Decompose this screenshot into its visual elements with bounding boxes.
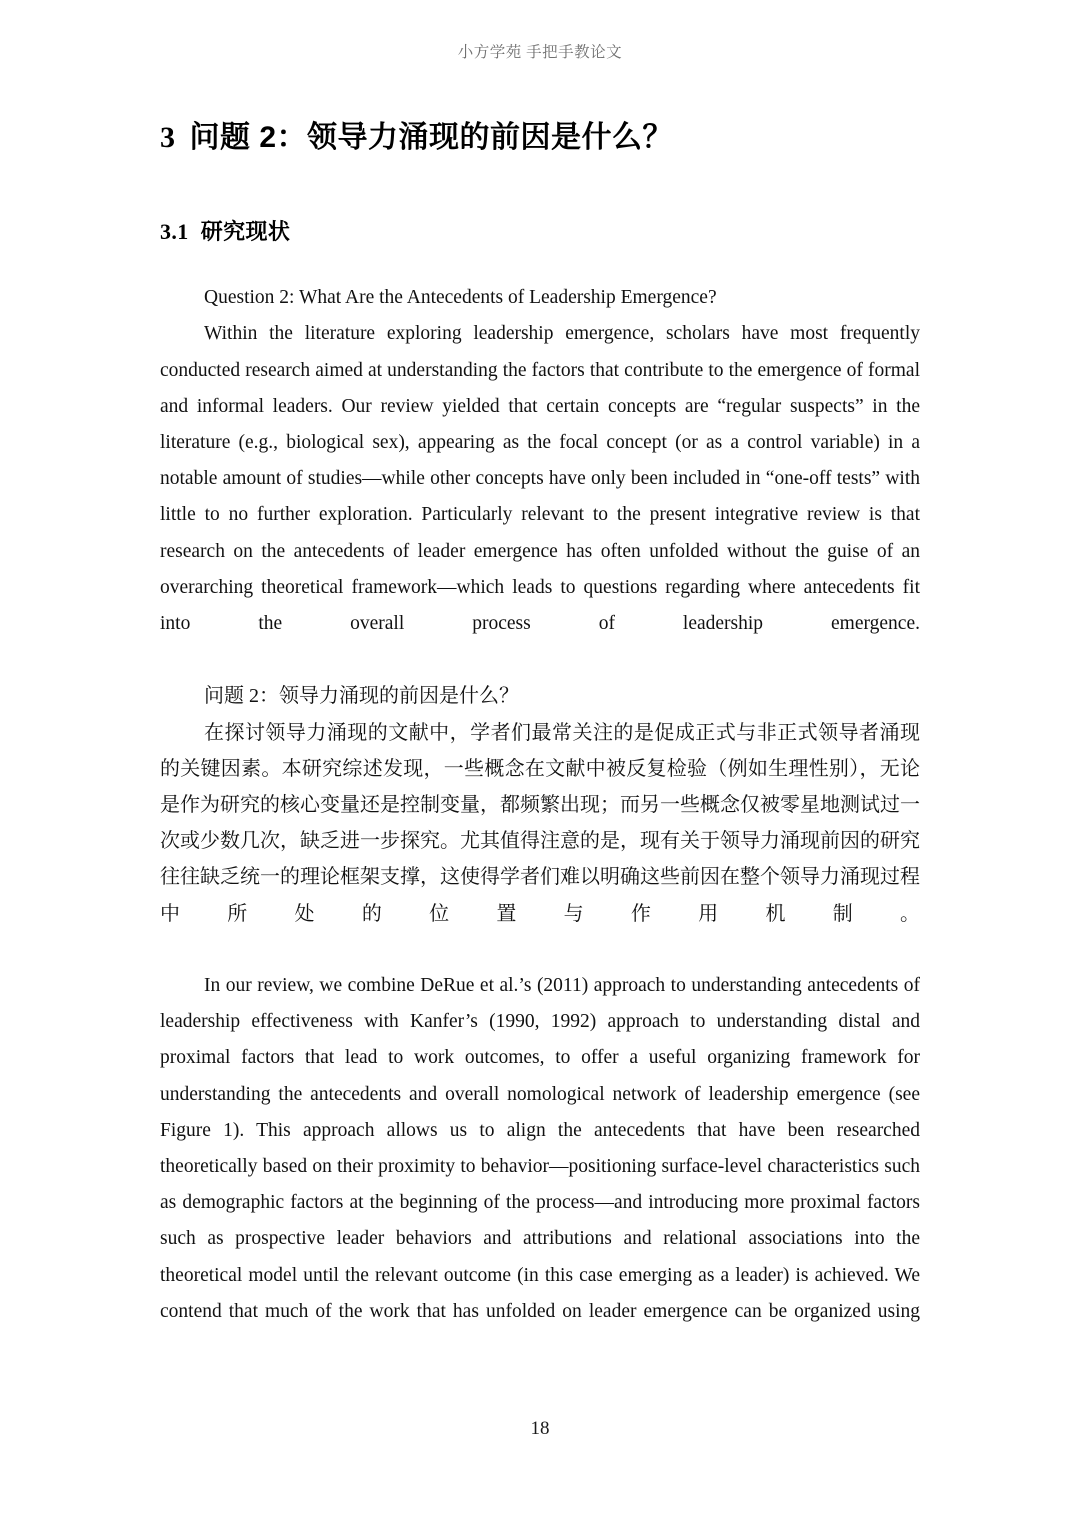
running-header: 小方学苑 手把手教论文 <box>457 44 623 61</box>
paragraph-body-zh-1: 在探讨领导力涌现的文献中，学者们最常关注的是促成正式与非正式领导者涌现的关键因素。本研究综述发现，一些概念在文献中被反复检验（例如生理性别），无论是作为研究的核心变量还是控制变量，都频繁出现；而另一些概念仅被零星地测试过一次或少数几次，缺乏进一步探究。尤其值得注意的是，现有关于领导力涌现前因的研究往往缺乏统一的理论框架支撑，这使得学者们难以明确这些前因在整个领导力涌现过程中所处的位置与作用机制。 <box>160 721 920 925</box>
subsection-number: 3.1 <box>160 218 189 244</box>
section-heading-text: 问题 2：领导力涌现的前因是什么？ <box>189 121 674 154</box>
section-number: 3 <box>160 121 176 154</box>
page-content <box>160 118 920 1366</box>
page-number: 18 <box>530 1418 550 1439</box>
section-heading <box>160 118 920 159</box>
paragraph-body-en-1: Within the literature exploring leadership emergence, scholars have most frequently conducted research aimed at understanding the factors that contribute to the emergence of formal and informal leaders. Our review yielded that certain concepts are “regular suspects” in the literature (e.g., biological sex), appearing as the focal concept (or as a control variable) in a notable amount of studies—while other concepts have only been included in “one-off tests” with little to no further exploration. Particularly relevant to the present integrative review is that research on the antecedents of leader emergence has often unfolded without the guise of an overarching theoretical framework—which leads to questions regarding where antecedents fit into the overall process of leadership emergence. <box>160 323 920 635</box>
paragraph-question-en: Question 2: What Are the Antecedents of Leadership Emergence? <box>204 287 717 309</box>
paragraph-body-en-2: In our review, we combine DeRue et al.’s (2011) approach to understanding antecedents of leadership effectiveness with Kanfer’s (1990, 1992) approach to understanding distal and proximal factors that lead to work outcomes, to offer a useful organizing framework for understanding the antecedents and overall nomological network of leadership emergence (see Figure 1). This approach allows us to align the antecedents that have been researched theoretically based on their proximity to behavior—positioning surface-level characteristics such as demographic factors at the beginning of the process—and introducing more proximal factors such as prospective leader behaviors and attributions and relational associations into the theoretical model until the relevant outcome (in this case emerging as a leader) is achieved. We contend that much of the work that has unfolded on leader emergence can be organized using <box>160 975 920 1322</box>
body-text <box>160 280 920 1366</box>
subsection-heading-text: 研究现状 <box>200 218 291 244</box>
subsection-heading <box>160 217 920 247</box>
paragraph-question-zh: 问题 2：领导力涌现的前因是什么？ <box>204 685 519 708</box>
